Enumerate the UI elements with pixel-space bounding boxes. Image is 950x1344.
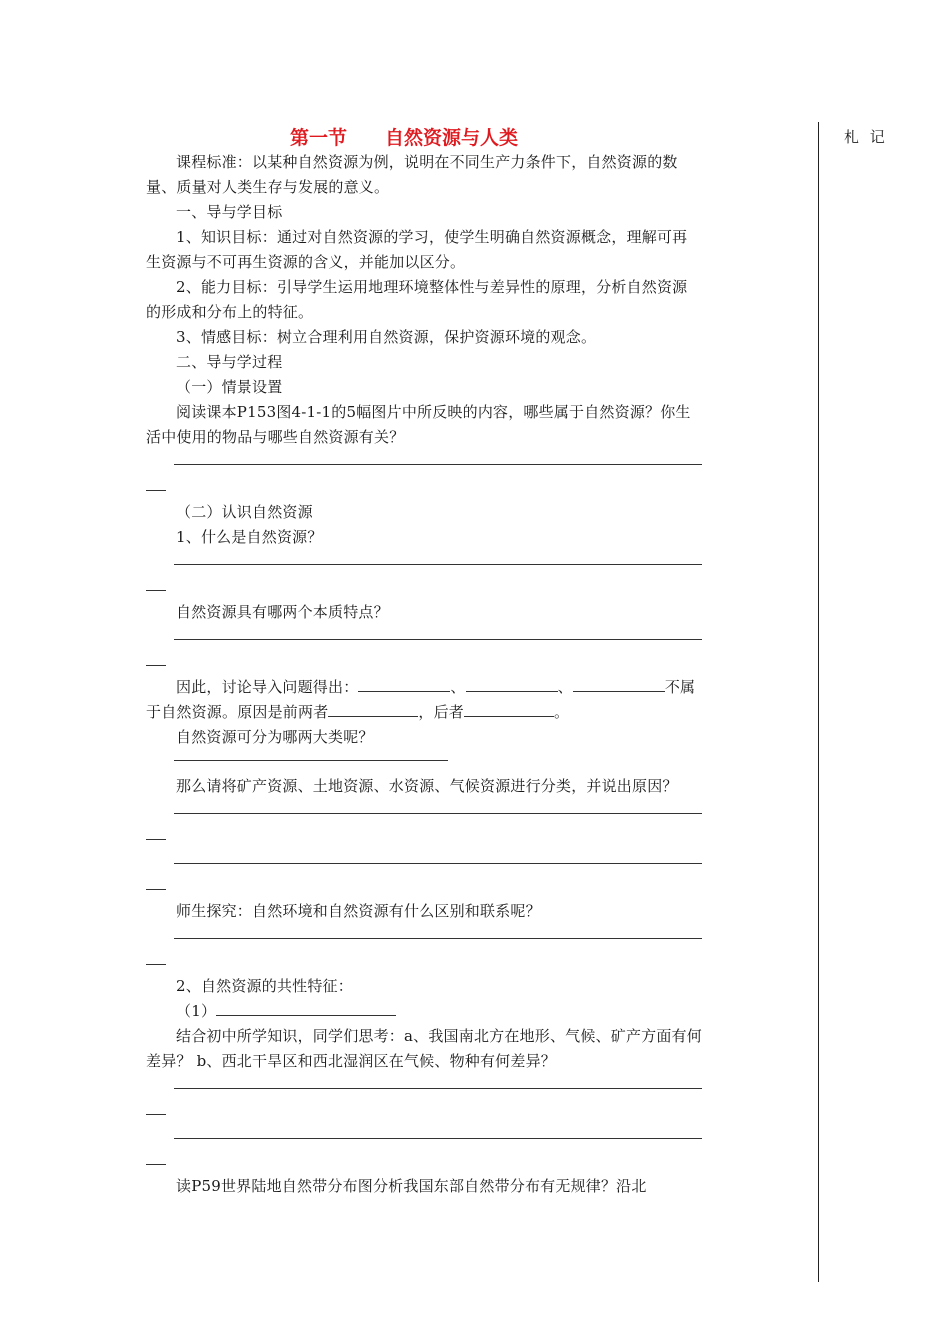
main-content <box>146 150 702 1199</box>
fill-blank[interactable] <box>358 676 450 692</box>
goal-emotion: 3、情感目标：树立合理利用自然资源，保护资源环境的观念。 <box>176 328 597 346</box>
answer-line[interactable] <box>146 924 702 974</box>
answer-line[interactable] <box>146 1124 702 1174</box>
fill-blank[interactable] <box>328 701 418 717</box>
item-1: （1） <box>146 999 702 1024</box>
subsection-heading-understand: （二）认识自然资源 <box>176 503 313 521</box>
answer-line-short[interactable] <box>146 750 702 772</box>
question-explore: 师生探究：自然环境和自然资源有什么区别和联系呢？ <box>176 902 541 920</box>
reading-question: 阅读课本P153图4-1-1的5幅图片中所反映的内容，哪些属于自然资源？你生活中使用的物品与哪些自然资源有关？ <box>146 403 691 446</box>
answer-line[interactable] <box>146 1074 702 1124</box>
page-title: 第一节 自然资源与人类 <box>290 127 519 149</box>
question-common-features: 2、自然资源的共性特征： <box>176 977 353 995</box>
goal-knowledge: 1、知识目标：通过对自然资源的学习，使学生明确自然资源概念，理解可再生资源与不可再生资源的含义，并能加以区分。 <box>146 228 688 271</box>
fill-blank[interactable] <box>573 676 665 692</box>
answer-line[interactable] <box>146 550 702 600</box>
section-heading-process: 二、导与学过程 <box>176 353 283 371</box>
answer-line[interactable] <box>146 849 702 899</box>
fill-in-paragraph: 因此，讨论导入问题得出： 、 、 不属于自然资源。原因是前两者 ，后者 。 <box>146 678 696 721</box>
course-standard: 课程标准：以某种自然资源为例，说明在不同生产力条件下，自然资源的数量、质量对人类生存与发展的意义。 <box>146 153 678 196</box>
question-types: 自然资源可分为哪两大类呢？ <box>176 728 374 746</box>
read-map-question: 读P59世界陆地自然带分布图分析我国东部自然带分布有无规律？沿北 <box>176 1177 647 1195</box>
notes-column-label: 札 记 <box>844 128 888 146</box>
question-what-is-resource: 1、什么是自然资源？ <box>176 528 323 546</box>
notes-divider <box>818 122 819 1282</box>
question-classify: 那么请将矿产资源、土地资源、水资源、气候资源进行分类，并说出原因？ <box>176 777 678 795</box>
answer-line[interactable] <box>146 625 702 675</box>
goal-ability: 2、能力目标：引导学生运用地理环境整体性与差异性的原理，分析自然资源的形成和分布上的特征。 <box>146 278 688 321</box>
think-question: 结合初中所学知识，同学们思考：a、我国南北方在地形、气候、矿产方面有何差异？ b、西北干旱区和西北湿润区在气候、物种有何差异？ <box>146 1027 702 1070</box>
fill-blank[interactable] <box>464 701 554 717</box>
subsection-heading-scenario: （一）情景设置 <box>176 378 283 396</box>
section-heading-goals: 一、导与学目标 <box>176 203 283 221</box>
answer-line[interactable] <box>146 799 702 849</box>
question-features: 自然资源具有哪两个本质特点？ <box>176 603 389 621</box>
fill-blank[interactable] <box>466 676 558 692</box>
answer-line[interactable] <box>146 450 702 500</box>
fill-blank[interactable] <box>216 1000 396 1016</box>
